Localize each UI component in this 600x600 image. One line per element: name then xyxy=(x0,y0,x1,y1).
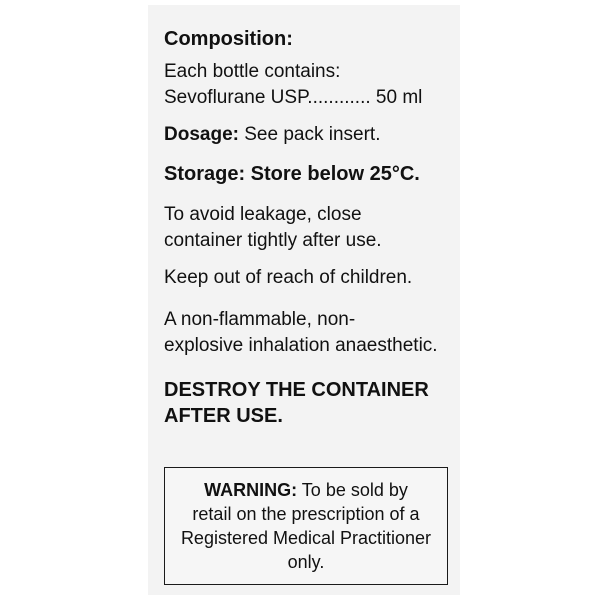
warning-line-1: To be sold by xyxy=(297,480,408,500)
children-warning: Keep out of reach of children. xyxy=(164,267,413,288)
destroy-line-1: DESTROY THE CONTAINER xyxy=(164,379,429,401)
composition-heading: Composition: xyxy=(164,28,293,50)
warning-box xyxy=(164,467,448,585)
warning-line-4: only. xyxy=(287,552,325,572)
dosage-text: See pack insert. xyxy=(238,124,381,145)
description-line-1: A non-flammable, non- xyxy=(164,309,356,330)
dosage-line xyxy=(164,123,381,147)
description-line-2: explosive inhalation anaesthetic. xyxy=(164,335,438,356)
medicine-label-panel xyxy=(148,5,460,595)
destroy-line-2: AFTER USE. xyxy=(164,405,283,427)
composition-line-1: Each bottle contains: xyxy=(164,61,341,82)
warning-line-3: Registered Medical Practitioner xyxy=(180,528,432,548)
dosage-label: Dosage: xyxy=(164,124,239,145)
composition-line-2: Sevoflurane USP............ 50 ml xyxy=(164,87,423,108)
leakage-line-2: container tightly after use. xyxy=(164,230,382,251)
leakage-line-1: To avoid leakage, close xyxy=(164,204,362,225)
warning-label: WARNING: xyxy=(204,480,298,500)
warning-line-2: retail on the prescription of a xyxy=(192,504,420,524)
warning-text xyxy=(165,478,447,574)
storage-line: Storage: Store below 25°C. xyxy=(164,163,420,185)
